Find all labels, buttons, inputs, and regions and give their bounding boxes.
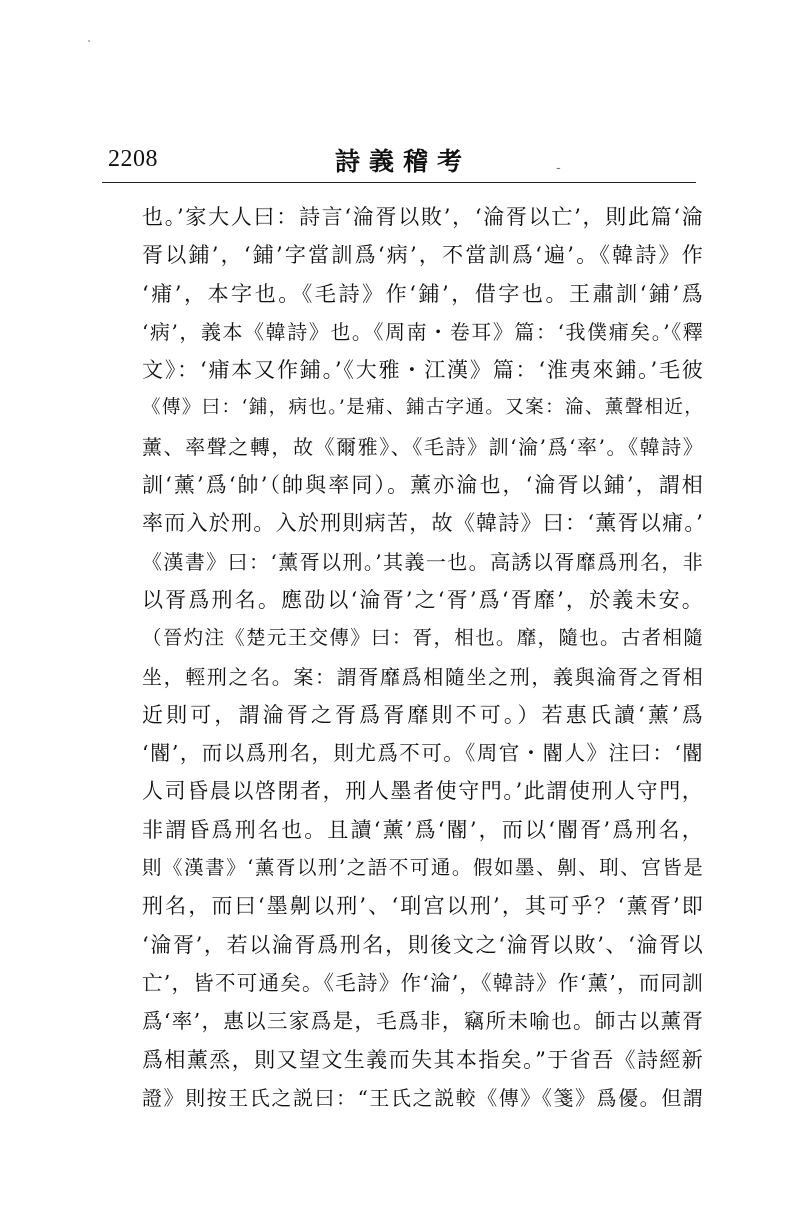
text-line: 《漢書》曰：‘薰胥以刑。’其義一也。高誘以胥靡爲刑名，非: [142, 549, 704, 574]
text-line: 也。’家大人曰：詩言‘淪胥以敗’，‘淪胥以亡’，則此篇‘淪: [142, 205, 704, 229]
text-line: 坐，輕刑之名。案：謂胥靡爲相隨坐之刑，義與淪胥之胥相: [142, 664, 704, 689]
body-text: [142, 198, 704, 1117]
scan-speck: [88, 40, 90, 42]
text-line: 爲相薰烝，則又望文生義而失其本指矣。”于省吾《詩經新: [142, 1047, 704, 1072]
text-line: 《傳》曰：‘鋪，病也。’是痡、鋪古字通。又案：淪、薰聲相近，: [142, 397, 704, 419]
text-line: 證》則按王氏之説曰：“王氏之説較《傳》《箋》爲優。但謂: [142, 1085, 704, 1110]
text-line: ‘淪胥’，若以淪胥爲刑名，則後文之‘淪胥以敗’、‘淪胥以: [142, 932, 704, 957]
text-line: （晉灼注《楚元王交傳》曰：胥，相也。靡，隨也。古者相隨: [142, 626, 704, 650]
text-line: 胥以鋪’，‘鋪’字當訓爲‘病’，不當訓爲‘遍’。《韓詩》作: [142, 243, 704, 268]
running-title: 詩義稽考: [334, 147, 471, 176]
text-line: 人司昏晨以啓閉者，刑人墨者使守門。’此謂使刑人守門，: [142, 779, 704, 804]
text-line: 文》：‘痡本又作鋪。’《大雅・江漢》篇：‘淮夷來鋪。’毛彼: [142, 358, 704, 383]
text-line: 刑名，而曰‘墨劓以刑’、‘刵宫以刑’，其可乎？‘薰胥’即: [142, 894, 704, 919]
text-line: ‘痡’，本字也。《毛詩》作‘鋪’，借字也。王肅訓‘鋪’爲: [142, 281, 704, 306]
header-rule: [102, 182, 696, 183]
page-header: [108, 140, 698, 186]
header-mark: -: [556, 160, 561, 176]
text-line: ‘閽’，而以爲刑名，則尤爲不可。《周官・閽人》注曰：‘閽: [142, 741, 704, 766]
text-line: ‘病’，義本《韓詩》也。《周南・卷耳》篇：‘我僕痡矣。’《釋: [142, 319, 704, 344]
text-line: 率而入於刑。入於刑則病苦，故《韓詩》曰：‘薰胥以痡。’: [142, 511, 704, 536]
text-line: 則《漢書》‘薰胥以刑’之語不可通。假如墨、劓、刵、宫皆是: [142, 856, 704, 880]
page-number: 2208: [108, 146, 158, 172]
text-line: 亡’，皆不可通矣。《毛詩》作‘淪’，《韓詩》作‘薰’，而同訓: [142, 970, 704, 995]
text-line: 薰、率聲之轉，故《爾雅》、《毛詩》訓‘淪’爲‘率’。《韓詩》: [142, 434, 704, 459]
text-line: 訓‘薰’爲‘帥’（帥與率同）。薰亦淪也，‘淪胥以鋪’，謂相: [142, 473, 704, 498]
text-line: 近則可，謂淪胥之胥爲胥靡則不可。）若惠氏讀‘薰’爲: [142, 702, 704, 727]
text-line: 非謂昏爲刑名也。且讀‘薰’爲‘閽’，而以‘閽胥’爲刑名，: [142, 817, 704, 842]
text-line: 爲‘率’，惠以三家爲是，毛爲非，竊所未喻也。師古以薰胥: [142, 1009, 704, 1034]
text-line: 以胥爲刑名。應劭以‘淪胥’之‘胥’爲‘胥靡’，於義未安。: [142, 587, 704, 612]
